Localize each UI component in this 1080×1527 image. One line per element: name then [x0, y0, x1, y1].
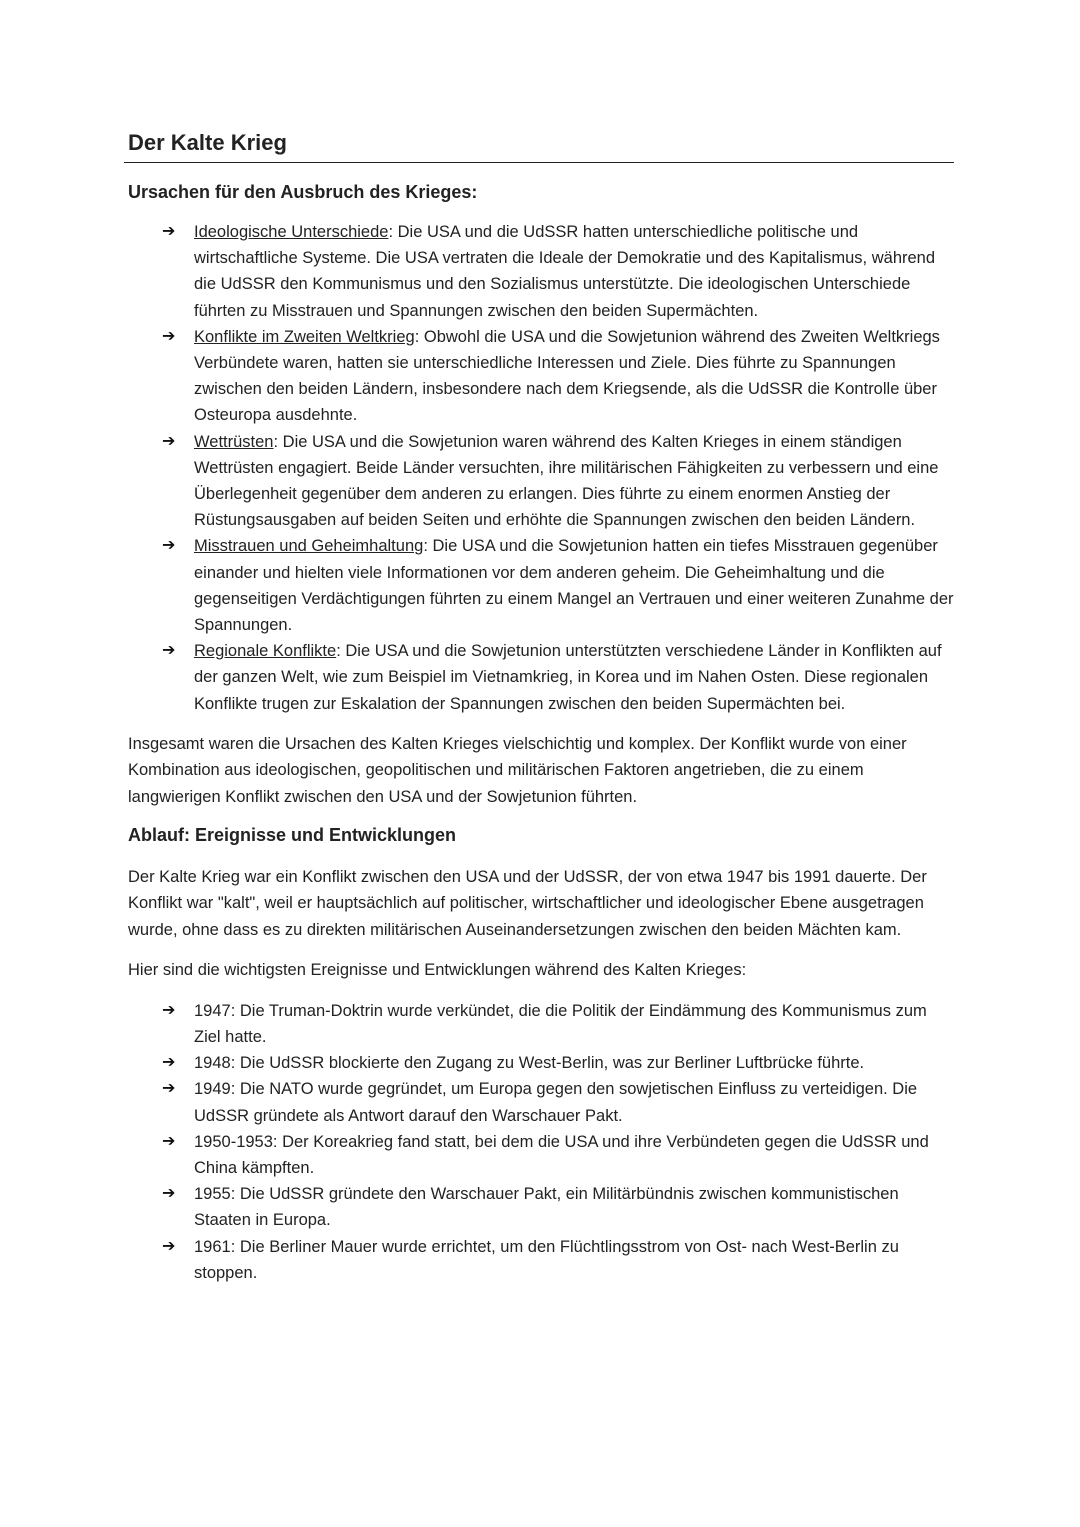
arrow-right-icon: ➔	[162, 1132, 176, 1150]
arrow-right-icon: ➔	[162, 1185, 176, 1203]
course-intro: Der Kalte Krieg war ein Konflikt zwischen den USA und der UdSSR, der von etwa 1947 bis 1991 dauerte. Der Konflikt war "kalt", weil er hauptsächlich auf politischer, wirtschaftlicher und ideologischer Ebene ausgetragen wurde, ohne dass es zu direkten militärischen Auseinandersetzungen zwischen den beiden Mächten kam.	[128, 868, 927, 939]
event-text: 1950-1953: Der Koreakrieg fand statt, bei dem die USA und ihre Verbündeten gegen die UdSSR und China kämpften.	[194, 1132, 929, 1177]
cause-term: Misstrauen und Geheimhaltung	[194, 537, 424, 556]
cause-text: : Die USA und die Sowjetunion waren während des Kalten Krieges in einem ständigen Wettrüsten engagiert. Beide Länder versuchten, ihre militärischen Fähigkeiten zu verbessern und eine Überlegenheit gegenüber dem anderen zu erlangen. Dies führte zu einem enormen Anstieg der Rüstungsausgaben auf beiden Seiten und erhöhte die Spannungen zwischen den beiden Ländern.	[194, 432, 939, 530]
document-page	[128, 128, 954, 1286]
list-item	[128, 638, 954, 717]
arrow-right-icon: ➔	[162, 327, 176, 345]
cause-text: : Die USA und die Sowjetunion hatten ein tiefes Misstrauen gegenüber einander und hielten viele Informationen vor dem anderen geheim. Die Geheimhaltung und die gegenseitigen Verdächtigungen führten zu einem Mangel an Vertrauen und einer weiteren Zunahme der Spannungen.	[194, 537, 954, 635]
list-item	[128, 1076, 954, 1128]
page-title: Der Kalte Krieg	[128, 130, 287, 155]
list-item	[128, 1234, 954, 1286]
events-lead: Hier sind die wichtigsten Ereignisse und Entwicklungen während des Kalten Krieges:	[128, 961, 747, 980]
event-text: 1947: Die Truman-Doktrin wurde verkündet, die die Politik der Eindämmung des Kommunismus zum Ziel hatte.	[194, 1001, 927, 1046]
list-item	[128, 1129, 954, 1181]
cause-text: : Obwohl die USA und die Sowjetunion während des Zweiten Weltkriegs Verbündete waren, hatten sie unterschiedliche Interessen und Ziele. Dies führte zu Spannungen zwischen den beiden Ländern, insbesondere nach dem Kriegsende, als die UdSSR die Kontrolle über Osteuropa ausdehnte.	[194, 327, 940, 425]
cause-term: Konflikte im Zweiten Weltkrieg	[194, 327, 415, 346]
causes-list	[128, 219, 954, 717]
list-item	[128, 429, 954, 534]
event-text: 1948: Die UdSSR blockierte den Zugang zu West-Berlin, was zur Berliner Luftbrücke führte.	[194, 1054, 865, 1073]
list-item	[128, 533, 954, 638]
cause-term: Ideologische Unterschiede	[194, 223, 389, 241]
section-heading-course: Ablauf: Ereignisse und Entwicklungen	[128, 825, 457, 846]
arrow-right-icon: ➔	[162, 1237, 176, 1255]
arrow-right-icon: ➔	[162, 537, 176, 555]
list-item	[128, 1181, 954, 1233]
cause-term: Regionale Konflikte	[194, 642, 337, 661]
arrow-right-icon: ➔	[162, 1054, 176, 1072]
list-item	[128, 1050, 954, 1076]
events-list	[128, 998, 954, 1286]
arrow-right-icon: ➔	[162, 642, 176, 660]
arrow-right-icon: ➔	[162, 432, 176, 450]
cause-text: : Die USA und die UdSSR hatten unterschiedliche politische und wirtschaftliche Systeme. Die USA vertraten die Ideale der Demokratie und des Kapitalismus, während die UdSSR den Kommunismus und den Sozialismus unterstützte. Die ideologischen Unterschiede führten zu Misstrauen und Spannungen zwischen den beiden Supermächten.	[194, 223, 936, 320]
causes-summary: Insgesamt waren die Ursachen des Kalten Krieges vielschichtig und komplex. Der Konflikt wurde von einer Kombination aus ideologischen, geopolitischen und militärischen Faktoren angetrieben, die zu einem langwierigen Konflikt zwischen den USA und der Sowjetunion führten.	[128, 734, 907, 806]
arrow-right-icon: ➔	[162, 223, 176, 240]
list-item	[128, 219, 954, 324]
cause-text: : Die USA und die Sowjetunion unterstützten verschiedene Länder in Konflikten auf der ganzen Welt, wie zum Beispiel im Vietnamkrieg, in Korea und im Nahen Osten. Diese regionalen Konflikte trugen zur Eskalation der Spannungen zwischen den beiden Supermächten bei.	[194, 642, 942, 713]
arrow-right-icon: ➔	[162, 1080, 176, 1098]
arrow-right-icon: ➔	[162, 1001, 176, 1019]
title-underline	[124, 162, 954, 163]
list-item	[128, 998, 954, 1050]
section-heading-causes: Ursachen für den Ausbruch des Krieges:	[128, 182, 478, 202]
event-text: 1961: Die Berliner Mauer wurde errichtet, um den Flüchtlingsstrom von Ost- nach West-Berlin zu stoppen.	[194, 1237, 899, 1282]
list-item	[128, 324, 954, 429]
event-text: 1949: Die NATO wurde gegründet, um Europa gegen den sowjetischen Einfluss zu verteidigen. Die UdSSR gründete als Antwort darauf den Warschauer Pakt.	[194, 1080, 918, 1125]
cause-term: Wettrüsten	[194, 432, 274, 451]
event-text: 1955: Die UdSSR gründete den Warschauer Pakt, ein Militärbündnis zwischen kommunistischen Staaten in Europa.	[194, 1185, 899, 1230]
